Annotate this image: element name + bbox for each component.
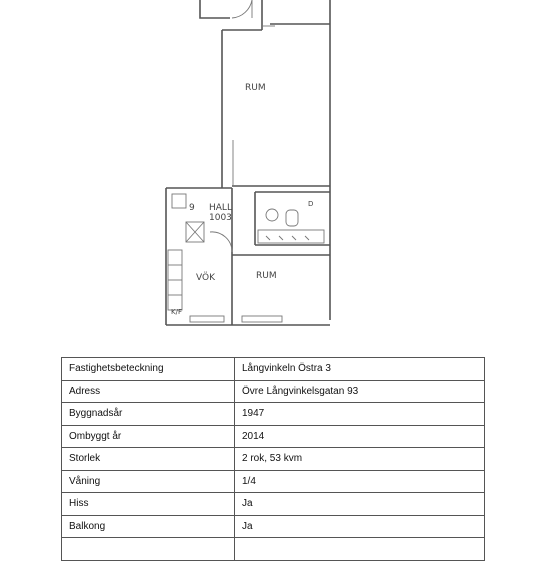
row-label: Fastighetsbeteckning — [62, 358, 235, 381]
row-value: 1947 — [235, 403, 485, 426]
row-label: Storlek — [62, 448, 235, 471]
row-label: Våning — [62, 470, 235, 493]
property-info-table — [61, 357, 485, 561]
living-room-bottom-outline — [232, 255, 330, 325]
row-label: Byggnadsår — [62, 403, 235, 426]
hall-number-label: 1003 — [209, 213, 232, 223]
row-value: Övre Långvinkelsgatan 93 — [235, 380, 485, 403]
hall-label: HALL — [209, 203, 232, 213]
row-value: Ja — [235, 493, 485, 516]
row-value: 2014 — [235, 425, 485, 448]
row-value: 2 rok, 53 kvm — [235, 448, 485, 471]
wc-marker-label: D — [308, 200, 314, 208]
table-row — [62, 515, 485, 538]
table-row — [62, 448, 485, 471]
row-value — [235, 538, 485, 561]
row-value: Långvinkeln Östra 3 — [235, 358, 485, 381]
room-label-top: RUM — [245, 83, 266, 93]
row-label: Balkong — [62, 515, 235, 538]
table-row — [62, 538, 485, 561]
table-row — [62, 403, 485, 426]
row-label: Hiss — [62, 493, 235, 516]
kitchen-label: VÖK — [196, 273, 215, 283]
row-value: 1/4 — [235, 470, 485, 493]
table-row — [62, 425, 485, 448]
row-label: Ombyggt år — [62, 425, 235, 448]
table-row — [62, 380, 485, 403]
kitchen-corner-label: K/F — [171, 308, 182, 316]
table-row — [62, 358, 485, 381]
bathroom-outline — [255, 192, 330, 245]
row-label — [62, 538, 235, 561]
living-room-top-outline — [222, 24, 330, 188]
room-label-bottom: RUM — [256, 271, 277, 281]
row-label: Adress — [62, 380, 235, 403]
row-value: Ja — [235, 515, 485, 538]
table-row — [62, 470, 485, 493]
table-row — [62, 493, 485, 516]
hall-marker-label: 9 — [189, 203, 195, 213]
